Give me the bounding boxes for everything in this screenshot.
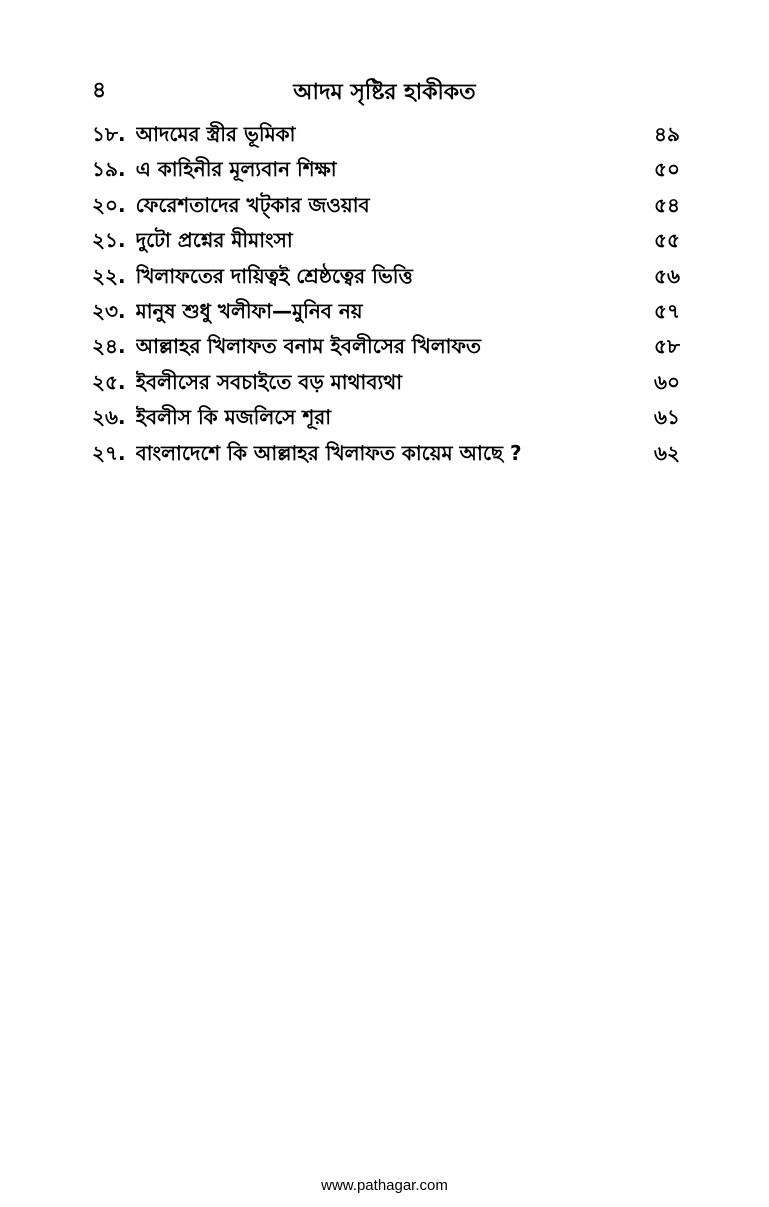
toc-entry [92, 332, 680, 367]
toc-entry-number: ২৩. [92, 298, 126, 323]
toc-entry-page: ৫৪ [654, 192, 680, 217]
toc-entry-title: আদমের স্ত্রীর ভূমিকা [135, 122, 296, 146]
toc-entry [92, 262, 680, 297]
toc-entry [92, 403, 680, 438]
toc-entry [92, 297, 680, 332]
page-number: ৪ [92, 78, 107, 103]
toc-entry [92, 155, 680, 190]
toc-entry-title: ফেরেশতাদের খট্‌কার জওয়াব [135, 192, 370, 217]
toc-entry [92, 191, 680, 226]
toc-entry-number: ১৮. [92, 122, 126, 146]
toc-entry-page: ৫৮ [654, 334, 680, 359]
toc-entry-page: ৫০ [654, 157, 680, 182]
toc-entry-title: মানুষ শুধু খলীফা—মুনিব নয় [135, 298, 363, 323]
toc-entry-number: ২৭. [92, 440, 126, 465]
footer-url: www.pathagar.com [321, 1177, 448, 1194]
toc-entry-page: ৬২ [653, 440, 680, 465]
toc-entry-title: আল্লাহর খিলাফত বনাম ইবলীসের খিলাফত [135, 334, 482, 359]
toc-entry-title: ইবলীসের সবচাইতে বড় মাথাব্যথা [135, 369, 403, 394]
toc-entry [92, 120, 680, 155]
table-of-contents [92, 120, 680, 474]
toc-entry-number: ২০. [92, 192, 126, 217]
toc-entry-title: দুটো প্রশ্নের মীমাংসা [135, 228, 293, 253]
toc-entry-title: ইবলীস কি মজলিসে শূরা [135, 405, 332, 430]
toc-entry-title: এ কাহিনীর মূল্যবান শিক্ষা [135, 157, 337, 182]
toc-entry-page: ৬১ [654, 405, 680, 430]
toc-entry-page: ৫৭ [654, 298, 680, 323]
toc-entry-number: ২৪. [92, 334, 126, 359]
toc-entry [92, 368, 680, 403]
running-title: আদম সৃষ্টির হাকীকত [293, 80, 476, 105]
toc-entry-title: খিলাফতের দায়িত্বই শ্রেষ্ঠত্বের ভিত্তি [135, 263, 413, 288]
toc-entry-number: ২১. [92, 228, 126, 253]
toc-entry [92, 439, 680, 474]
toc-entry-page: ৫৬ [654, 263, 680, 288]
toc-entry-page: ৬০ [653, 369, 680, 394]
toc-entry-number: ২২. [92, 263, 126, 288]
toc-entry-title: বাংলাদেশে কি আল্লাহর খিলাফত কায়েম আছে ? [135, 440, 522, 465]
toc-entry-number: ২৫. [92, 369, 126, 394]
toc-entry [92, 226, 680, 261]
toc-entry-page: ৫৫ [654, 228, 680, 253]
toc-entry-page: ৪৯ [654, 122, 680, 146]
toc-entry-number: ১৯. [92, 157, 126, 182]
toc-entry-number: ২৬. [92, 405, 126, 430]
